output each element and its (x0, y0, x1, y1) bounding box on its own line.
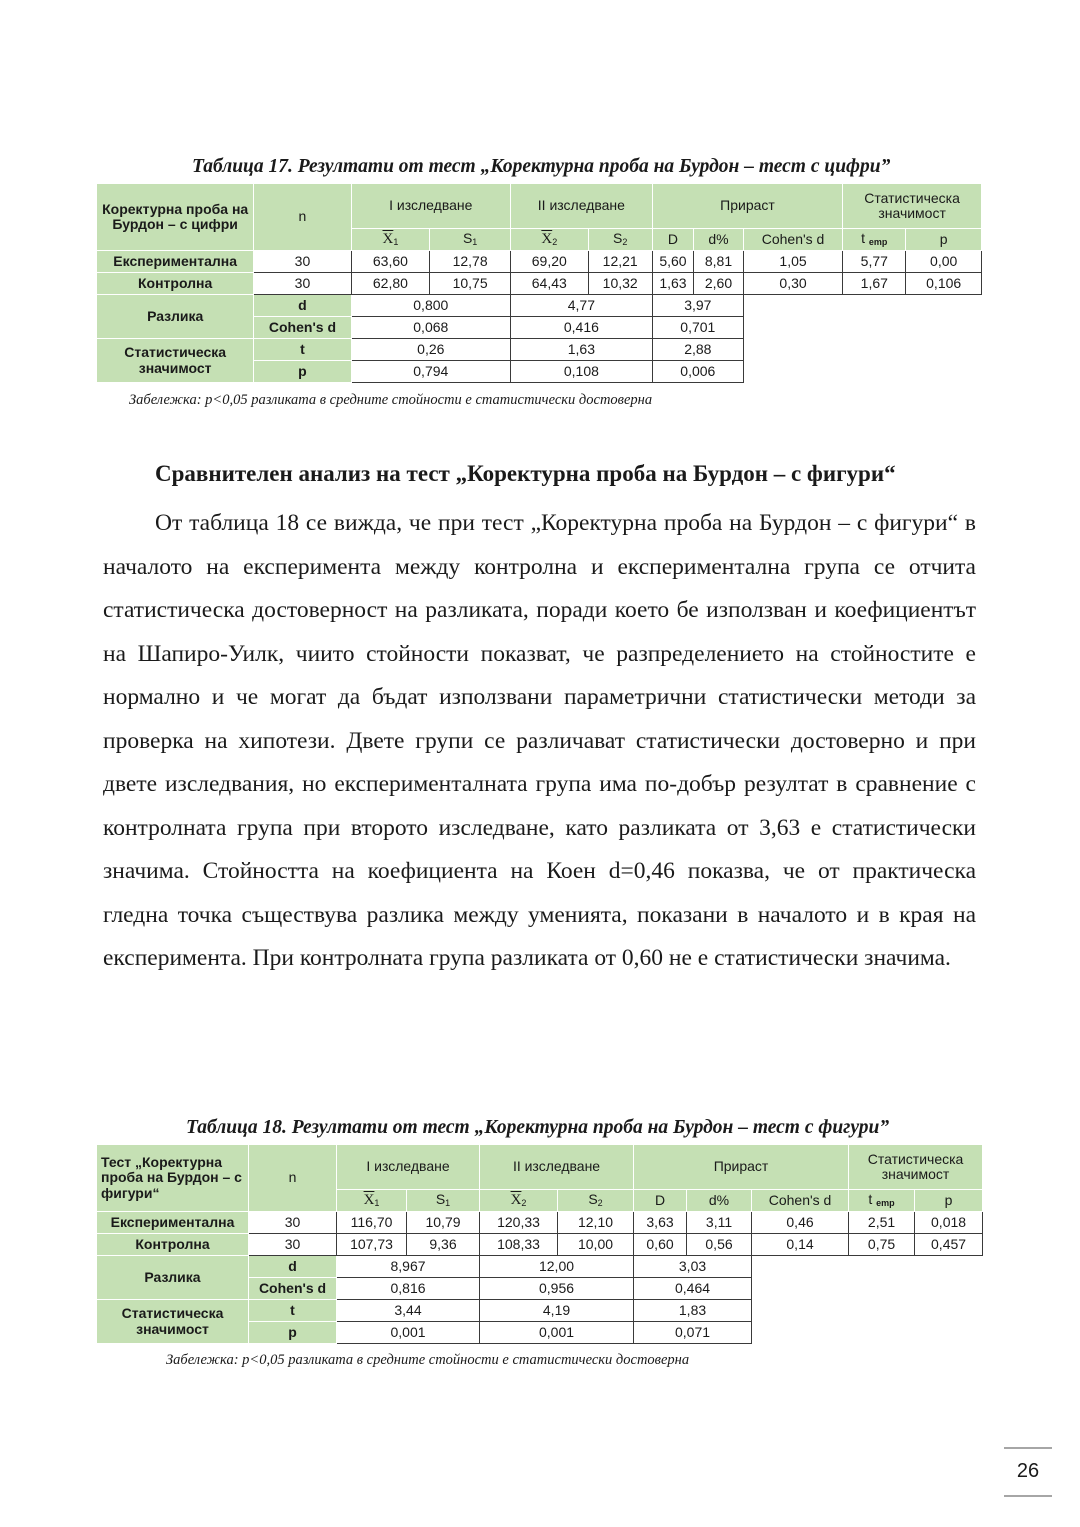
cell-dpct: 2,60 (694, 273, 744, 295)
table-18 (96, 1144, 983, 1344)
diff-label: Разлика (97, 295, 254, 339)
cell-x1: 63,60 (351, 251, 430, 273)
sig-p-v1: 0,001 (337, 1322, 480, 1344)
cell-dpct: 3,11 (687, 1212, 752, 1234)
sd1-header: $S_1$ (407, 1190, 480, 1212)
sig-t-v2: 1,63 (510, 339, 652, 361)
cell-n: 30 (249, 1212, 337, 1234)
gain-cohen-header: Cohen's d (752, 1190, 849, 1212)
sig-p-v3: 0,006 (652, 361, 743, 383)
row-label: Експериментална (97, 1212, 249, 1234)
study2-header: II изследване (480, 1145, 634, 1190)
sig-t-v2: 4,19 (480, 1300, 634, 1322)
sig-p-v1: 0,794 (351, 361, 510, 383)
cell-x2: 120,33 (480, 1212, 558, 1234)
diff-cohen-label: Cohen's d (254, 317, 351, 339)
cell-x1: 116,70 (337, 1212, 407, 1234)
diff-d-v3: 3,97 (652, 295, 743, 317)
cell-n: 30 (254, 273, 351, 295)
cell-p: 0,018 (915, 1212, 983, 1234)
n-header: n (254, 184, 351, 251)
row-label: Експериментална (97, 251, 254, 273)
cell-n: 30 (254, 251, 351, 273)
gain-header: Прираст (634, 1145, 849, 1190)
diff-cohen-v3: 0,701 (652, 317, 743, 339)
study1-header: I изследване (337, 1145, 480, 1190)
page-number: 26 (1004, 1447, 1052, 1497)
cell-temp: 2,51 (849, 1212, 915, 1234)
cell-cohen: 1,05 (743, 251, 842, 273)
table-row (97, 1234, 983, 1256)
cell-cohen: 0,46 (752, 1212, 849, 1234)
sd2-header: $S_2$ (588, 229, 652, 251)
sd2-header: $S_2$ (558, 1190, 634, 1212)
cell-x1: 107,73 (337, 1234, 407, 1256)
sig-t-v1: 3,44 (337, 1300, 480, 1322)
sig-p-v2: 0,001 (480, 1322, 634, 1344)
table-17 (96, 183, 982, 383)
cell-cohen: 0,30 (743, 273, 842, 295)
temp-header: t emp (849, 1190, 915, 1212)
sig-p-label: p (254, 361, 351, 383)
body-paragraph: От таблица 18 се вижда, че при тест „Коректурна проба на Бурдон – с фигури“ в началото на експеримента между контролна и експериментална група се отчита статистическа достоверност на разликата, поради което бе използван и коефициентът на Шапиро-Уилк, чиито стойности показват, че разпределението на стойностите е нормално и че могат да бъдат използвани параметрични статистически методи за проверка на хипотези. Двете групи се различават статистически достоверно и при двете изследвания, но експерименталната група има по-добър резултат в сравнение с контролната група при второто изследване, като разликата от 3,63 е статистически значима. Стойността на коефициента на Коен d=0,46 показва, че от практическа гледна точка съществува разлика между уменията, показани в началото и в края на експеримента. При контролната група разликата от 0,60 не е статистически значима. (103, 510, 976, 971)
mean2-header: $\overline{X}_2$ (480, 1190, 558, 1212)
diff-cohen-v3: 0,464 (634, 1278, 752, 1300)
cell-p: 0,106 (906, 273, 982, 295)
sig-t-v3: 2,88 (652, 339, 743, 361)
cell-dpct: 8,81 (694, 251, 744, 273)
table-17-caption: Таблица 17. Резултати от тест „Коректурна проба на Бурдон – тест с цифри” (192, 156, 891, 177)
table-17-note: Забележка: p<0,05 разликата в средните стойности е статистически достоверна (129, 392, 653, 408)
cell-temp: 1,67 (843, 273, 906, 295)
cell-s1: 10,79 (407, 1212, 480, 1234)
mean2-header: $\overline{X}_2$ (510, 229, 588, 251)
diff-d-v1: 8,967 (337, 1256, 480, 1278)
diff-cohen-label: Cohen's d (249, 1278, 337, 1300)
cell-x2: 64,43 (510, 273, 588, 295)
diff-cohen-v2: 0,416 (510, 317, 652, 339)
stat-header: Статистическа значимост (849, 1145, 983, 1190)
section-heading: Сравнителен анализ на тест „Коректурна проба на Бурдон – с фигури“ (155, 461, 896, 486)
cell-d: 0,60 (634, 1234, 687, 1256)
cell-d: 5,60 (652, 251, 693, 273)
corner-label: Тест „Коректурна проба на Бурдон – с фигури“ (97, 1145, 249, 1212)
row-label: Контролна (97, 1234, 249, 1256)
cell-d: 1,63 (652, 273, 693, 295)
gain-dpct-header: d% (694, 229, 744, 251)
n-header: n (249, 1145, 337, 1212)
sig-label: Статистическа значимост (97, 1300, 249, 1344)
cell-s2: 12,10 (558, 1212, 634, 1234)
table-row (97, 273, 982, 295)
sig-t-v1: 0,26 (351, 339, 510, 361)
cell-d: 3,63 (634, 1212, 687, 1234)
sig-t-v3: 1,83 (634, 1300, 752, 1322)
sig-p-label: p (249, 1322, 337, 1344)
table-18-note: Забележка: p<0,05 разликата в средните стойности е статистически достоверна (166, 1352, 690, 1368)
cell-x2: 108,33 (480, 1234, 558, 1256)
diff-d-v1: 0,800 (351, 295, 510, 317)
mean1-header: $\overline{X}_1$ (337, 1190, 407, 1212)
sig-p-v3: 0,071 (634, 1322, 752, 1344)
cell-s1: 10,75 (430, 273, 511, 295)
stat-header: Статистическа значимост (843, 184, 982, 229)
cell-s1: 9,36 (407, 1234, 480, 1256)
diff-label: Разлика (97, 1256, 249, 1300)
sig-t-label: t (254, 339, 351, 361)
row-label: Контролна (97, 273, 254, 295)
cell-s1: 12,78 (430, 251, 511, 273)
cell-s2: 10,00 (558, 1234, 634, 1256)
cell-temp: 5,77 (843, 251, 906, 273)
diff-d-v2: 4,77 (510, 295, 652, 317)
table-18-caption: Таблица 18. Резултати от тест „Коректурна проба на Бурдон – тест с фигури” (186, 1117, 890, 1138)
table-row (97, 251, 982, 273)
p-header: p (906, 229, 982, 251)
cell-p: 0,457 (915, 1234, 983, 1256)
cell-x2: 69,20 (510, 251, 588, 273)
cell-s2: 12,21 (588, 251, 652, 273)
cell-s2: 10,32 (588, 273, 652, 295)
diff-d-v2: 12,00 (480, 1256, 634, 1278)
gain-header: Прираст (652, 184, 842, 229)
cell-dpct: 0,56 (687, 1234, 752, 1256)
diff-cohen-v1: 0,068 (351, 317, 510, 339)
study2-header: II изследване (510, 184, 652, 229)
sd1-header: $S_1$ (430, 229, 511, 251)
sig-p-v2: 0,108 (510, 361, 652, 383)
diff-d-v3: 3,03 (634, 1256, 752, 1278)
mean1-header: $\overline{X}_1$ (351, 229, 430, 251)
temp-header: t emp (843, 229, 906, 251)
diff-cohen-v1: 0,816 (337, 1278, 480, 1300)
gain-cohen-header: Cohen's d (743, 229, 842, 251)
sig-label: Статистическа значимост (97, 339, 254, 383)
gain-d-header: D (652, 229, 693, 251)
cell-n: 30 (249, 1234, 337, 1256)
diff-d-label: d (254, 295, 351, 317)
study1-header: I изследване (351, 184, 510, 229)
cell-cohen: 0,14 (752, 1234, 849, 1256)
sig-t-label: t (249, 1300, 337, 1322)
cell-x1: 62,80 (351, 273, 430, 295)
gain-d-header: D (634, 1190, 687, 1212)
diff-d-label: d (249, 1256, 337, 1278)
cell-p: 0,00 (906, 251, 982, 273)
gain-dpct-header: d% (687, 1190, 752, 1212)
p-header: p (915, 1190, 983, 1212)
diff-cohen-v2: 0,956 (480, 1278, 634, 1300)
table-row (97, 1212, 983, 1234)
cell-temp: 0,75 (849, 1234, 915, 1256)
corner-label: Коректурна проба на Бурдон – с цифри (97, 184, 254, 251)
